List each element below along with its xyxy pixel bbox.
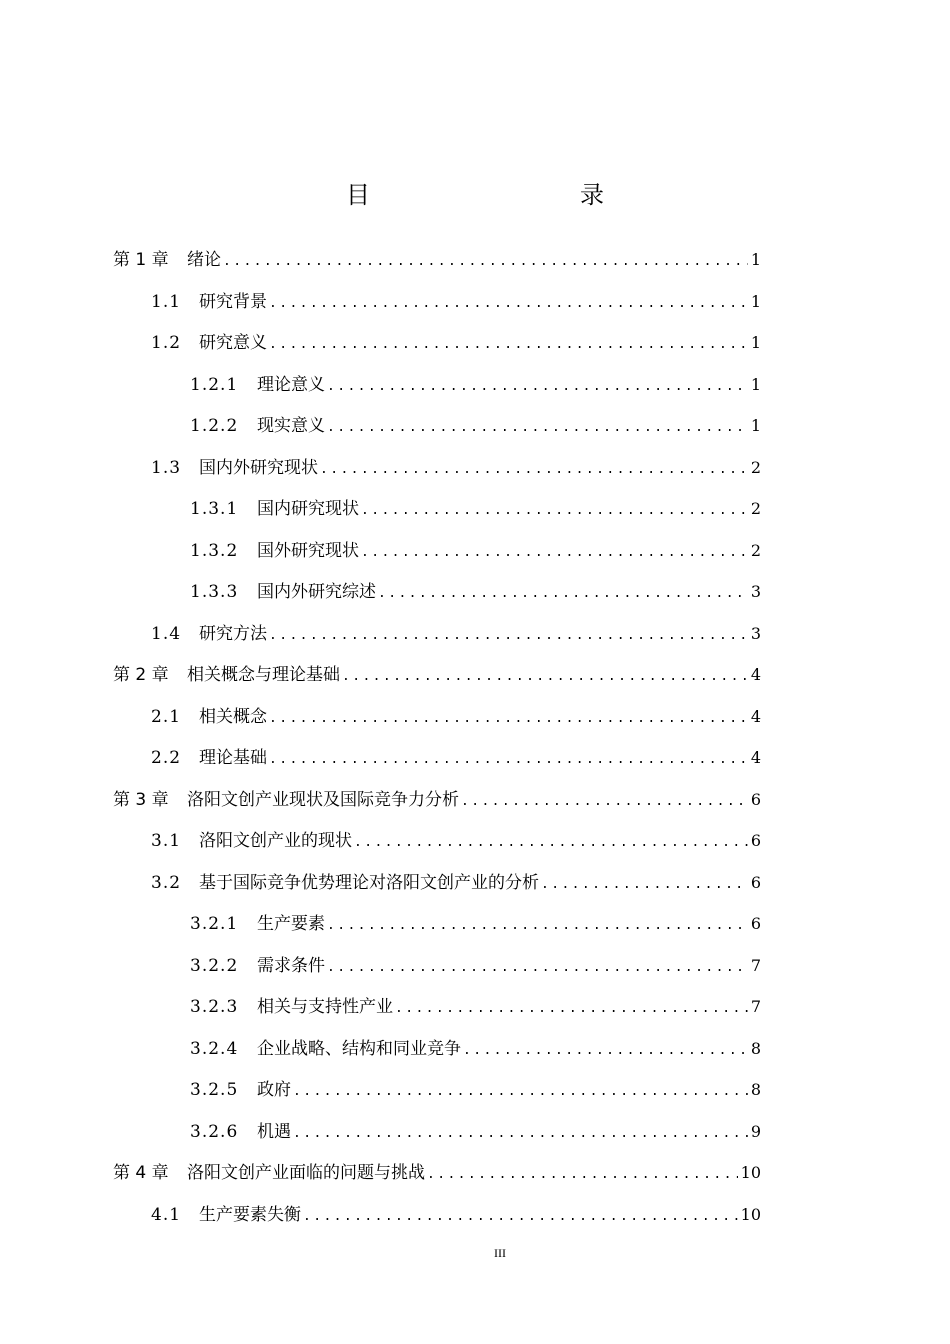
toc-entry[interactable] — [113, 325, 761, 367]
dot-leader — [427, 1157, 738, 1193]
toc-entry[interactable] — [113, 574, 761, 616]
dot-leader — [223, 244, 748, 280]
dot-leader — [303, 1199, 738, 1235]
toc-entry-label: 基于国际竞争优势理论对洛阳文创产业的分析 — [199, 872, 539, 893]
toc-entry[interactable] — [113, 1197, 761, 1239]
toc-entry[interactable] — [113, 699, 761, 741]
toc-entry-page-number: 7 — [750, 955, 761, 975]
table-of-contents — [113, 242, 761, 1238]
toc-entry-number: 3.2 — [151, 872, 182, 893]
toc-entry-label: 理论基础 — [199, 748, 267, 768]
toc-entry-page-number: 1 — [750, 374, 761, 394]
toc-entry-label: 研究方法 — [199, 623, 267, 644]
toc-entry-page-number: 4 — [750, 706, 761, 726]
dot-leader — [293, 1074, 748, 1110]
toc-entry[interactable] — [113, 616, 761, 658]
toc-entry[interactable] — [113, 782, 761, 824]
toc-entry[interactable] — [113, 865, 761, 907]
toc-entry-page-number: 7 — [750, 997, 761, 1016]
toc-entry-page-number: 6 — [750, 872, 761, 892]
toc-entry[interactable] — [113, 989, 761, 1031]
toc-entry-page-number: 6 — [750, 914, 761, 933]
toc-entry[interactable] — [113, 533, 761, 575]
toc-entry[interactable] — [113, 1072, 761, 1114]
dot-leader — [361, 535, 748, 571]
page-number-footer: III — [494, 1246, 506, 1260]
toc-entry-label: 洛阳文创产业现状及国际竞争力分析 — [187, 789, 459, 810]
toc-entry-number: 1.4 — [151, 623, 182, 644]
toc-entry-number: 3.2.4 — [190, 1038, 239, 1059]
toc-entry-number: 1.3 — [151, 457, 182, 478]
dot-leader — [269, 742, 748, 778]
dot-leader — [293, 1116, 748, 1152]
toc-entry-page-number: 10 — [740, 1204, 761, 1224]
toc-entry-label: 相关概念与理论基础 — [187, 665, 340, 685]
toc-entry-number: 3.2.3 — [190, 997, 239, 1017]
toc-entry-number: 3.2.5 — [190, 1080, 239, 1100]
toc-entry-number: 1.2 — [151, 333, 182, 353]
toc-entry[interactable] — [113, 242, 761, 284]
toc-entry-label: 绪论 — [187, 250, 221, 270]
toc-entry[interactable] — [113, 1155, 761, 1197]
toc-entry-page-number: 9 — [750, 1121, 761, 1141]
toc-entry-label: 洛阳文创产业面临的问题与挑战 — [187, 1163, 425, 1183]
toc-entry-label: 相关概念 — [199, 706, 267, 727]
toc-entry-number: 2.2 — [151, 748, 182, 768]
dot-leader — [269, 286, 748, 322]
toc-entry-label: 企业战略、结构和同业竞争 — [257, 1038, 461, 1059]
toc-entry-page-number: 4 — [750, 665, 761, 684]
dot-leader — [395, 991, 748, 1027]
toc-entry-page-number: 1 — [750, 416, 761, 435]
dot-leader — [461, 784, 748, 820]
dot-leader — [541, 867, 748, 903]
toc-entry-page-number: 2 — [750, 457, 761, 477]
toc-entry-page-number: 8 — [750, 1080, 761, 1099]
toc-entry[interactable] — [113, 1031, 761, 1073]
toc-entry-number: 3.2.6 — [190, 1121, 239, 1142]
dot-leader — [327, 369, 748, 405]
toc-entry-label: 洛阳文创产业的现状 — [199, 831, 352, 851]
toc-entry-page-number: 4 — [750, 748, 761, 767]
toc-entry-label: 理论意义 — [257, 374, 325, 395]
dot-leader — [354, 825, 748, 861]
toc-entry-number: 第 3 章 — [113, 789, 169, 810]
toc-entry-page-number: 6 — [750, 831, 761, 850]
toc-entry[interactable] — [113, 823, 761, 865]
toc-entry[interactable] — [113, 906, 761, 948]
toc-entry-label: 现实意义 — [257, 416, 325, 436]
toc-entry-label: 机遇 — [257, 1121, 291, 1142]
dot-leader — [463, 1033, 748, 1069]
toc-entry-page-number: 2 — [750, 540, 761, 560]
toc-entry-number: 3.2.2 — [190, 955, 239, 976]
toc-entry-label: 国内研究现状 — [257, 499, 359, 519]
toc-entry[interactable] — [113, 1114, 761, 1156]
toc-entry[interactable] — [113, 657, 761, 699]
dot-leader — [327, 908, 748, 944]
toc-entry-page-number: 8 — [750, 1038, 761, 1058]
dot-leader — [320, 452, 748, 488]
toc-entry[interactable] — [113, 367, 761, 409]
toc-entry-label: 需求条件 — [257, 955, 325, 976]
toc-entry-label: 生产要素 — [257, 914, 325, 934]
toc-entry-number: 第 2 章 — [113, 665, 169, 685]
toc-entry[interactable] — [113, 284, 761, 326]
toc-entry-page-number: 1 — [750, 250, 761, 269]
toc-entry-page-number: 3 — [750, 623, 761, 643]
toc-entry-label: 生产要素失衡 — [199, 1204, 301, 1225]
toc-entry[interactable] — [113, 948, 761, 990]
toc-entry-number: 1.2.1 — [190, 374, 239, 395]
dot-leader — [378, 576, 748, 612]
toc-entry-page-number: 3 — [750, 582, 761, 601]
dot-leader — [342, 659, 748, 695]
toc-entry-number: 1.3.2 — [190, 540, 239, 561]
toc-entry-label: 相关与支持性产业 — [257, 997, 393, 1017]
toc-entry-number: 1.2.2 — [190, 416, 239, 436]
toc-entry-label: 政府 — [257, 1080, 291, 1100]
toc-entry-number: 1.3.1 — [190, 499, 239, 519]
toc-entry-number: 3.1 — [151, 831, 182, 851]
toc-entry-number: 第 1 章 — [113, 250, 169, 270]
toc-entry-page-number: 1 — [750, 333, 761, 352]
toc-entry-page-number: 1 — [750, 291, 761, 311]
toc-entry[interactable] — [113, 408, 761, 450]
toc-entry[interactable] — [113, 740, 761, 782]
toc-entry-number: 1.3.3 — [190, 582, 239, 602]
dot-leader — [327, 950, 748, 986]
toc-entry-number: 1.1 — [151, 291, 182, 312]
toc-entry-page-number: 6 — [750, 789, 761, 809]
toc-entry-label: 国内外研究综述 — [257, 582, 376, 602]
page-title: 目 录 — [346, 181, 658, 209]
toc-entry-label: 国外研究现状 — [257, 540, 359, 561]
toc-entry-label: 研究意义 — [199, 333, 267, 353]
toc-entry-label: 国内外研究现状 — [199, 457, 318, 478]
toc-entry-label: 研究背景 — [199, 291, 267, 312]
toc-entry-number: 3.2.1 — [190, 914, 239, 934]
dot-leader — [269, 701, 748, 737]
dot-leader — [361, 493, 748, 529]
toc-entry-number: 2.1 — [151, 706, 182, 727]
toc-entry-number: 第 4 章 — [113, 1163, 169, 1183]
dot-leader — [269, 327, 748, 363]
toc-entry[interactable] — [113, 491, 761, 533]
toc-entry[interactable] — [113, 450, 761, 492]
dot-leader — [269, 618, 748, 654]
toc-entry-page-number: 10 — [740, 1163, 761, 1182]
toc-entry-page-number: 2 — [750, 499, 761, 518]
toc-entry-number: 4.1 — [151, 1204, 182, 1225]
dot-leader — [327, 410, 748, 446]
